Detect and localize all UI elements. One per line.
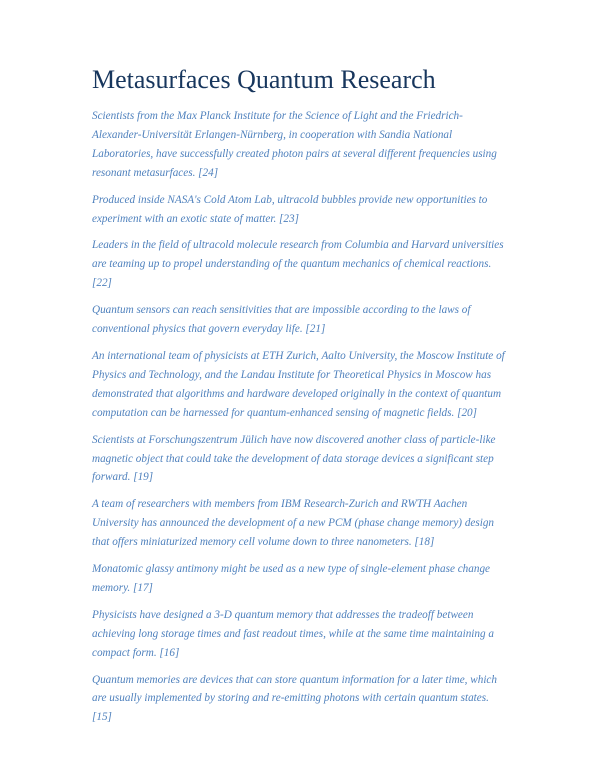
paragraph-5: An international team of physicists at ETH Zurich, Aalto University, the Moscow Institute of Physics and Technology, and the Landau Institute for Theoretical Physics in Moscow has demonstrated that algorithms and hardware developed originally in the context of quantum computation can be harnessed for quantum-enhanced sensing of magnetic fields. [20]	[92, 349, 505, 419]
paragraph-10: Quantum memories are devices that can store quantum information for a later time, which are usually implemented by storing and re-emitting photons with certain quantum states. [15]	[92, 673, 497, 724]
page-title: Metasurfaces Quantum Research	[92, 65, 436, 94]
paragraph-6: Scientists at Forschungszentrum Jülich have now discovered another class of particle-like magnetic object that could take the development of data storage devices a significant step forward. [19]	[92, 433, 496, 484]
paragraph-9: Physicists have designed a 3-D quantum memory that addresses the tradeoff between achieving long storage times and fast readout times, while at the same time maintaining a compact form. [16]	[92, 608, 494, 659]
paragraph-7: A team of researchers with members from IBM Research-Zurich and RWTH Aachen University has announced the development of a new PCM (phase change memory) design that offers miniaturized memory cell volume down to three nanometers. [18]	[92, 498, 495, 549]
paragraph-8: Monatomic glassy antimony might be used as a new type of single-element phase change memory. [17]	[92, 563, 491, 594]
paragraph-3: Leaders in the field of ultracold molecule research from Columbia and Harvard universities are teaming up to propel understanding of the quantum mechanics of chemical reactions. [22]	[92, 239, 504, 290]
paragraph-4: Quantum sensors can reach sensitivities that are impossible according to the laws of conventional physics that govern everyday life. [21]	[92, 304, 471, 336]
paragraph-2: Produced inside NASA's Cold Atom Lab, ultracold bubbles provide new opportunities to experiment with an exotic state of matter. [23]	[92, 193, 488, 225]
paragraph-list	[92, 107, 511, 735]
paragraph-1: Scientists from the Max Planck Institute for the Science of Light and the Friedrich-Alexander-Universität Erlangen-Nürnberg, in cooperation with Sandia National Laboratories, have successfully created photon pairs at several different frequencies using resonant metasurfaces. [24]	[92, 110, 497, 179]
